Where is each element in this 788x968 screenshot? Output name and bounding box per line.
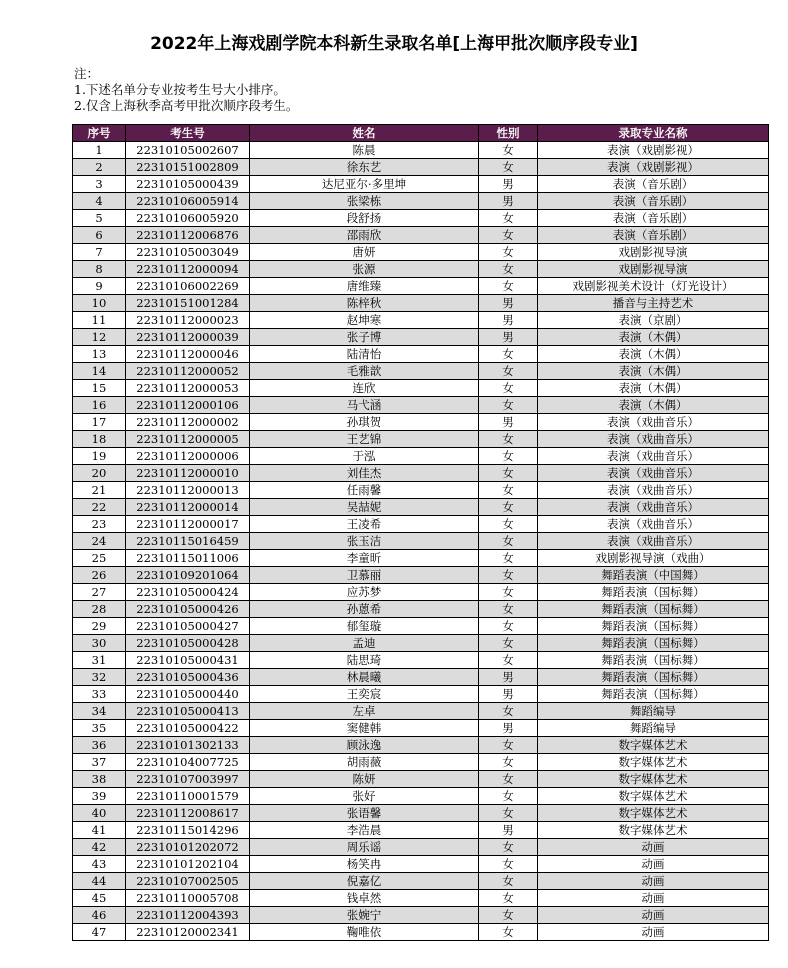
cell-name: 倪嘉亿 bbox=[250, 873, 479, 890]
cell-exam-number: 22310112000039 bbox=[126, 329, 250, 346]
column-header-name: 姓名 bbox=[250, 125, 479, 142]
cell-index: 8 bbox=[73, 261, 126, 278]
cell-exam-number: 22310112000002 bbox=[126, 414, 250, 431]
cell-name: 王奕宸 bbox=[250, 686, 479, 703]
cell-gender: 女 bbox=[479, 159, 538, 176]
cell-index: 17 bbox=[73, 414, 126, 431]
table-row bbox=[73, 567, 769, 584]
cell-major: 戏剧影视导演（戏曲） bbox=[538, 550, 769, 567]
notes bbox=[74, 66, 298, 114]
cell-major: 表演（木偶） bbox=[538, 346, 769, 363]
column-header-exam-number: 考生号 bbox=[126, 125, 250, 142]
cell-major: 数字媒体艺术 bbox=[538, 771, 769, 788]
cell-gender: 女 bbox=[479, 397, 538, 414]
cell-index: 16 bbox=[73, 397, 126, 414]
cell-exam-number: 22310112000094 bbox=[126, 261, 250, 278]
cell-gender: 男 bbox=[479, 414, 538, 431]
cell-major: 表演（音乐剧） bbox=[538, 210, 769, 227]
cell-major: 表演（戏曲音乐） bbox=[538, 482, 769, 499]
cell-index: 44 bbox=[73, 873, 126, 890]
cell-index: 24 bbox=[73, 533, 126, 550]
cell-exam-number: 22310151002809 bbox=[126, 159, 250, 176]
table-row bbox=[73, 720, 769, 737]
cell-gender: 女 bbox=[479, 618, 538, 635]
cell-index: 30 bbox=[73, 635, 126, 652]
cell-name: 李浩晨 bbox=[250, 822, 479, 839]
table-row bbox=[73, 550, 769, 567]
cell-exam-number: 22310105000439 bbox=[126, 176, 250, 193]
cell-major: 舞蹈表演（国标舞） bbox=[538, 601, 769, 618]
cell-name: 任雨馨 bbox=[250, 482, 479, 499]
cell-gender: 女 bbox=[479, 805, 538, 822]
column-header-gender: 性别 bbox=[479, 125, 538, 142]
cell-gender: 男 bbox=[479, 822, 538, 839]
table-row bbox=[73, 754, 769, 771]
table-row bbox=[73, 805, 769, 822]
table-row bbox=[73, 227, 769, 244]
cell-major: 戏剧影视导演 bbox=[538, 261, 769, 278]
table-row bbox=[73, 635, 769, 652]
cell-index: 40 bbox=[73, 805, 126, 822]
cell-gender: 女 bbox=[479, 244, 538, 261]
cell-gender: 女 bbox=[479, 567, 538, 584]
cell-index: 15 bbox=[73, 380, 126, 397]
cell-index: 23 bbox=[73, 516, 126, 533]
cell-index: 39 bbox=[73, 788, 126, 805]
cell-name: 刘佳杰 bbox=[250, 465, 479, 482]
cell-gender: 男 bbox=[479, 720, 538, 737]
cell-exam-number: 22310105000427 bbox=[126, 618, 250, 635]
table-row bbox=[73, 618, 769, 635]
cell-major: 动画 bbox=[538, 924, 769, 941]
table-row bbox=[73, 142, 769, 159]
cell-exam-number: 22310106005920 bbox=[126, 210, 250, 227]
cell-gender: 女 bbox=[479, 448, 538, 465]
cell-exam-number: 22310106002269 bbox=[126, 278, 250, 295]
cell-exam-number: 22310115014296 bbox=[126, 822, 250, 839]
cell-index: 4 bbox=[73, 193, 126, 210]
cell-gender: 男 bbox=[479, 669, 538, 686]
cell-index: 46 bbox=[73, 907, 126, 924]
cell-gender: 女 bbox=[479, 652, 538, 669]
cell-major: 表演（京剧） bbox=[538, 312, 769, 329]
cell-major: 数字媒体艺术 bbox=[538, 822, 769, 839]
cell-exam-number: 22310112000017 bbox=[126, 516, 250, 533]
cell-major: 舞蹈表演（国标舞） bbox=[538, 652, 769, 669]
admission-table bbox=[72, 124, 769, 941]
cell-exam-number: 22310112000013 bbox=[126, 482, 250, 499]
table-row bbox=[73, 176, 769, 193]
table-row bbox=[73, 448, 769, 465]
cell-gender: 女 bbox=[479, 754, 538, 771]
table-row bbox=[73, 584, 769, 601]
cell-index: 36 bbox=[73, 737, 126, 754]
cell-exam-number: 22310112000014 bbox=[126, 499, 250, 516]
cell-exam-number: 22310101202104 bbox=[126, 856, 250, 873]
cell-gender: 女 bbox=[479, 890, 538, 907]
table-row bbox=[73, 329, 769, 346]
cell-major: 表演（戏曲音乐） bbox=[538, 431, 769, 448]
table-row bbox=[73, 397, 769, 414]
table-row bbox=[73, 788, 769, 805]
cell-gender: 女 bbox=[479, 584, 538, 601]
notes-heading: 注： bbox=[74, 66, 100, 81]
cell-gender: 男 bbox=[479, 193, 538, 210]
cell-exam-number: 22310112008617 bbox=[126, 805, 250, 822]
cell-major: 表演（戏剧影视） bbox=[538, 159, 769, 176]
cell-index: 1 bbox=[73, 142, 126, 159]
cell-major: 表演（戏曲音乐） bbox=[538, 533, 769, 550]
table-row bbox=[73, 431, 769, 448]
cell-name: 于泓 bbox=[250, 448, 479, 465]
table-row bbox=[73, 686, 769, 703]
cell-name: 张子博 bbox=[250, 329, 479, 346]
cell-name: 左卓 bbox=[250, 703, 479, 720]
table-row bbox=[73, 193, 769, 210]
cell-name: 卫慕丽 bbox=[250, 567, 479, 584]
cell-index: 9 bbox=[73, 278, 126, 295]
cell-index: 12 bbox=[73, 329, 126, 346]
cell-major: 表演（戏曲音乐） bbox=[538, 465, 769, 482]
cell-major: 表演（音乐剧） bbox=[538, 227, 769, 244]
cell-name: 应苏梦 bbox=[250, 584, 479, 601]
cell-major: 舞蹈编导 bbox=[538, 720, 769, 737]
cell-exam-number: 22310112000053 bbox=[126, 380, 250, 397]
cell-index: 22 bbox=[73, 499, 126, 516]
cell-name: 唐维臻 bbox=[250, 278, 479, 295]
cell-gender: 男 bbox=[479, 686, 538, 703]
cell-major: 舞蹈表演（国标舞） bbox=[538, 618, 769, 635]
cell-exam-number: 22310104007725 bbox=[126, 754, 250, 771]
cell-major: 戏剧影视导演 bbox=[538, 244, 769, 261]
table-row bbox=[73, 346, 769, 363]
cell-exam-number: 22310112000005 bbox=[126, 431, 250, 448]
cell-major: 数字媒体艺术 bbox=[538, 737, 769, 754]
table-row bbox=[73, 822, 769, 839]
cell-exam-number: 22310112000010 bbox=[126, 465, 250, 482]
cell-index: 20 bbox=[73, 465, 126, 482]
cell-name: 张源 bbox=[250, 261, 479, 278]
cell-exam-number: 22310101202072 bbox=[126, 839, 250, 856]
cell-name: 赵坤寒 bbox=[250, 312, 479, 329]
cell-exam-number: 22310112000023 bbox=[126, 312, 250, 329]
table-row bbox=[73, 737, 769, 754]
table-row bbox=[73, 380, 769, 397]
cell-major: 表演（戏曲音乐） bbox=[538, 414, 769, 431]
cell-exam-number: 22310105000413 bbox=[126, 703, 250, 720]
cell-major: 舞蹈表演（中国舞） bbox=[538, 567, 769, 584]
cell-major: 表演（戏曲音乐） bbox=[538, 499, 769, 516]
page-title: 2022年上海戏剧学院本科新生录取名单[上海甲批次顺序段专业] bbox=[150, 34, 638, 54]
cell-exam-number: 22310105003049 bbox=[126, 244, 250, 261]
cell-name: 陈妍 bbox=[250, 771, 479, 788]
cell-exam-number: 22310115016459 bbox=[126, 533, 250, 550]
cell-exam-number: 22310120002341 bbox=[126, 924, 250, 941]
cell-exam-number: 22310112004393 bbox=[126, 907, 250, 924]
cell-gender: 女 bbox=[479, 227, 538, 244]
table-row bbox=[73, 465, 769, 482]
cell-name: 毛雅歆 bbox=[250, 363, 479, 380]
cell-name: 唐妍 bbox=[250, 244, 479, 261]
table-row bbox=[73, 907, 769, 924]
cell-index: 34 bbox=[73, 703, 126, 720]
table-row bbox=[73, 499, 769, 516]
cell-name: 徐东艺 bbox=[250, 159, 479, 176]
cell-exam-number: 22310105000431 bbox=[126, 652, 250, 669]
table-row bbox=[73, 839, 769, 856]
cell-major: 表演（戏曲音乐） bbox=[538, 448, 769, 465]
table-row bbox=[73, 278, 769, 295]
cell-gender: 女 bbox=[479, 346, 538, 363]
cell-exam-number: 22310105000424 bbox=[126, 584, 250, 601]
cell-gender: 男 bbox=[479, 312, 538, 329]
cell-name: 张玉洁 bbox=[250, 533, 479, 550]
cell-major: 表演（木偶） bbox=[538, 329, 769, 346]
cell-gender: 女 bbox=[479, 261, 538, 278]
cell-major: 数字媒体艺术 bbox=[538, 805, 769, 822]
cell-major: 舞蹈表演（国标舞） bbox=[538, 635, 769, 652]
cell-gender: 女 bbox=[479, 873, 538, 890]
note-item: 2.仅含上海秋季高考甲批次顺序段考生。 bbox=[74, 98, 299, 113]
cell-index: 18 bbox=[73, 431, 126, 448]
cell-name: 孙蒽希 bbox=[250, 601, 479, 618]
cell-major: 动画 bbox=[538, 839, 769, 856]
table-row bbox=[73, 873, 769, 890]
cell-name: 邵雨欣 bbox=[250, 227, 479, 244]
table-row bbox=[73, 652, 769, 669]
cell-index: 28 bbox=[73, 601, 126, 618]
cell-index: 32 bbox=[73, 669, 126, 686]
cell-index: 3 bbox=[73, 176, 126, 193]
cell-name: 陈晨 bbox=[250, 142, 479, 159]
cell-name: 周乐谣 bbox=[250, 839, 479, 856]
cell-index: 29 bbox=[73, 618, 126, 635]
cell-index: 21 bbox=[73, 482, 126, 499]
cell-gender: 女 bbox=[479, 703, 538, 720]
cell-gender: 女 bbox=[479, 771, 538, 788]
cell-index: 13 bbox=[73, 346, 126, 363]
cell-gender: 女 bbox=[479, 465, 538, 482]
cell-gender: 女 bbox=[479, 278, 538, 295]
cell-gender: 女 bbox=[479, 839, 538, 856]
cell-major: 播音与主持艺术 bbox=[538, 295, 769, 312]
cell-exam-number: 22310112000046 bbox=[126, 346, 250, 363]
cell-exam-number: 22310105000426 bbox=[126, 601, 250, 618]
cell-name: 张语馨 bbox=[250, 805, 479, 822]
cell-major: 表演（戏曲音乐） bbox=[538, 516, 769, 533]
cell-gender: 男 bbox=[479, 295, 538, 312]
cell-major: 数字媒体艺术 bbox=[538, 754, 769, 771]
cell-name: 陈梓秋 bbox=[250, 295, 479, 312]
cell-gender: 女 bbox=[479, 924, 538, 941]
cell-major: 动画 bbox=[538, 873, 769, 890]
cell-name: 顾泳逸 bbox=[250, 737, 479, 754]
cell-exam-number: 22310105002607 bbox=[126, 142, 250, 159]
table-row bbox=[73, 533, 769, 550]
table-row bbox=[73, 703, 769, 720]
cell-major: 表演（木偶） bbox=[538, 397, 769, 414]
cell-index: 47 bbox=[73, 924, 126, 941]
cell-name: 窦健韩 bbox=[250, 720, 479, 737]
cell-major: 表演（音乐剧） bbox=[538, 176, 769, 193]
cell-name: 吴喆妮 bbox=[250, 499, 479, 516]
cell-name: 郁玺璇 bbox=[250, 618, 479, 635]
cell-name: 陆思琦 bbox=[250, 652, 479, 669]
cell-gender: 女 bbox=[479, 533, 538, 550]
cell-index: 27 bbox=[73, 584, 126, 601]
cell-exam-number: 22310105000440 bbox=[126, 686, 250, 703]
cell-index: 35 bbox=[73, 720, 126, 737]
cell-major: 舞蹈表演（国标舞） bbox=[538, 686, 769, 703]
table-row bbox=[73, 669, 769, 686]
cell-exam-number: 22310115011006 bbox=[126, 550, 250, 567]
cell-major: 舞蹈表演（国标舞） bbox=[538, 669, 769, 686]
cell-index: 2 bbox=[73, 159, 126, 176]
cell-index: 31 bbox=[73, 652, 126, 669]
cell-major: 表演（木偶） bbox=[538, 380, 769, 397]
cell-exam-number: 22310112006876 bbox=[126, 227, 250, 244]
table-row bbox=[73, 414, 769, 431]
cell-name: 达尼亚尔·多里坤 bbox=[250, 176, 479, 193]
cell-name: 林晨曦 bbox=[250, 669, 479, 686]
cell-index: 6 bbox=[73, 227, 126, 244]
cell-gender: 女 bbox=[479, 788, 538, 805]
table-row bbox=[73, 890, 769, 907]
cell-index: 38 bbox=[73, 771, 126, 788]
column-header-major: 录取专业名称 bbox=[538, 125, 769, 142]
cell-exam-number: 22310112000052 bbox=[126, 363, 250, 380]
cell-exam-number: 22310105000428 bbox=[126, 635, 250, 652]
cell-name: 马弋涵 bbox=[250, 397, 479, 414]
cell-gender: 女 bbox=[479, 516, 538, 533]
cell-exam-number: 22310112000006 bbox=[126, 448, 250, 465]
table-row bbox=[73, 482, 769, 499]
cell-gender: 女 bbox=[479, 601, 538, 618]
table-body bbox=[73, 142, 769, 941]
cell-name: 杨笑冉 bbox=[250, 856, 479, 873]
cell-major: 表演（戏剧影视） bbox=[538, 142, 769, 159]
cell-name: 鞠唯依 bbox=[250, 924, 479, 941]
cell-exam-number: 22310151001284 bbox=[126, 295, 250, 312]
cell-exam-number: 22310112000106 bbox=[126, 397, 250, 414]
table-row bbox=[73, 244, 769, 261]
cell-exam-number: 22310110001579 bbox=[126, 788, 250, 805]
column-header-index: 序号 bbox=[73, 125, 126, 142]
cell-exam-number: 22310105000422 bbox=[126, 720, 250, 737]
cell-gender: 男 bbox=[479, 329, 538, 346]
table-row bbox=[73, 516, 769, 533]
table-row bbox=[73, 210, 769, 227]
cell-name: 张梁栋 bbox=[250, 193, 479, 210]
cell-index: 33 bbox=[73, 686, 126, 703]
cell-name: 段舒扬 bbox=[250, 210, 479, 227]
table-row bbox=[73, 159, 769, 176]
cell-major: 舞蹈编导 bbox=[538, 703, 769, 720]
cell-exam-number: 22310101302133 bbox=[126, 737, 250, 754]
cell-index: 14 bbox=[73, 363, 126, 380]
cell-exam-number: 22310105000436 bbox=[126, 669, 250, 686]
cell-index: 45 bbox=[73, 890, 126, 907]
cell-index: 25 bbox=[73, 550, 126, 567]
cell-gender: 男 bbox=[479, 176, 538, 193]
cell-name: 陆清怡 bbox=[250, 346, 479, 363]
cell-exam-number: 22310107002505 bbox=[126, 873, 250, 890]
cell-major: 表演（音乐剧） bbox=[538, 193, 769, 210]
table-row bbox=[73, 924, 769, 941]
cell-exam-number: 22310106005914 bbox=[126, 193, 250, 210]
cell-index: 7 bbox=[73, 244, 126, 261]
table-row bbox=[73, 363, 769, 380]
cell-name: 孙琪贺 bbox=[250, 414, 479, 431]
cell-index: 26 bbox=[73, 567, 126, 584]
cell-major: 动画 bbox=[538, 890, 769, 907]
cell-major: 数字媒体艺术 bbox=[538, 788, 769, 805]
cell-name: 张婉宁 bbox=[250, 907, 479, 924]
table-row bbox=[73, 312, 769, 329]
cell-name: 王凌希 bbox=[250, 516, 479, 533]
cell-index: 5 bbox=[73, 210, 126, 227]
cell-major: 动画 bbox=[538, 907, 769, 924]
cell-gender: 女 bbox=[479, 482, 538, 499]
cell-gender: 女 bbox=[479, 856, 538, 873]
table-row bbox=[73, 261, 769, 278]
cell-gender: 女 bbox=[479, 142, 538, 159]
cell-name: 胡雨薇 bbox=[250, 754, 479, 771]
table-row bbox=[73, 771, 769, 788]
table-row bbox=[73, 856, 769, 873]
cell-name: 王艺锦 bbox=[250, 431, 479, 448]
table-row bbox=[73, 295, 769, 312]
cell-major: 舞蹈表演（国标舞） bbox=[538, 584, 769, 601]
cell-index: 37 bbox=[73, 754, 126, 771]
note-item: 1.下述名单分专业按考生号大小排序。 bbox=[74, 82, 286, 97]
cell-exam-number: 22310107003997 bbox=[126, 771, 250, 788]
cell-gender: 女 bbox=[479, 737, 538, 754]
cell-major: 戏剧影视美术设计（灯光设计） bbox=[538, 278, 769, 295]
cell-major: 动画 bbox=[538, 856, 769, 873]
cell-gender: 女 bbox=[479, 380, 538, 397]
table-row bbox=[73, 601, 769, 618]
cell-exam-number: 22310110005708 bbox=[126, 890, 250, 907]
cell-name: 张好 bbox=[250, 788, 479, 805]
cell-index: 19 bbox=[73, 448, 126, 465]
cell-gender: 女 bbox=[479, 550, 538, 567]
cell-gender: 女 bbox=[479, 363, 538, 380]
cell-name: 连欣 bbox=[250, 380, 479, 397]
cell-index: 41 bbox=[73, 822, 126, 839]
cell-gender: 女 bbox=[479, 499, 538, 516]
cell-major: 表演（木偶） bbox=[538, 363, 769, 380]
cell-index: 10 bbox=[73, 295, 126, 312]
cell-gender: 女 bbox=[479, 210, 538, 227]
cell-gender: 女 bbox=[479, 907, 538, 924]
cell-name: 钱卓然 bbox=[250, 890, 479, 907]
cell-exam-number: 22310109201064 bbox=[126, 567, 250, 584]
cell-gender: 女 bbox=[479, 431, 538, 448]
table-header-row bbox=[73, 125, 769, 142]
cell-index: 11 bbox=[73, 312, 126, 329]
cell-name: 孟迪 bbox=[250, 635, 479, 652]
cell-name: 李童昕 bbox=[250, 550, 479, 567]
cell-gender: 女 bbox=[479, 635, 538, 652]
cell-index: 42 bbox=[73, 839, 126, 856]
cell-index: 43 bbox=[73, 856, 126, 873]
